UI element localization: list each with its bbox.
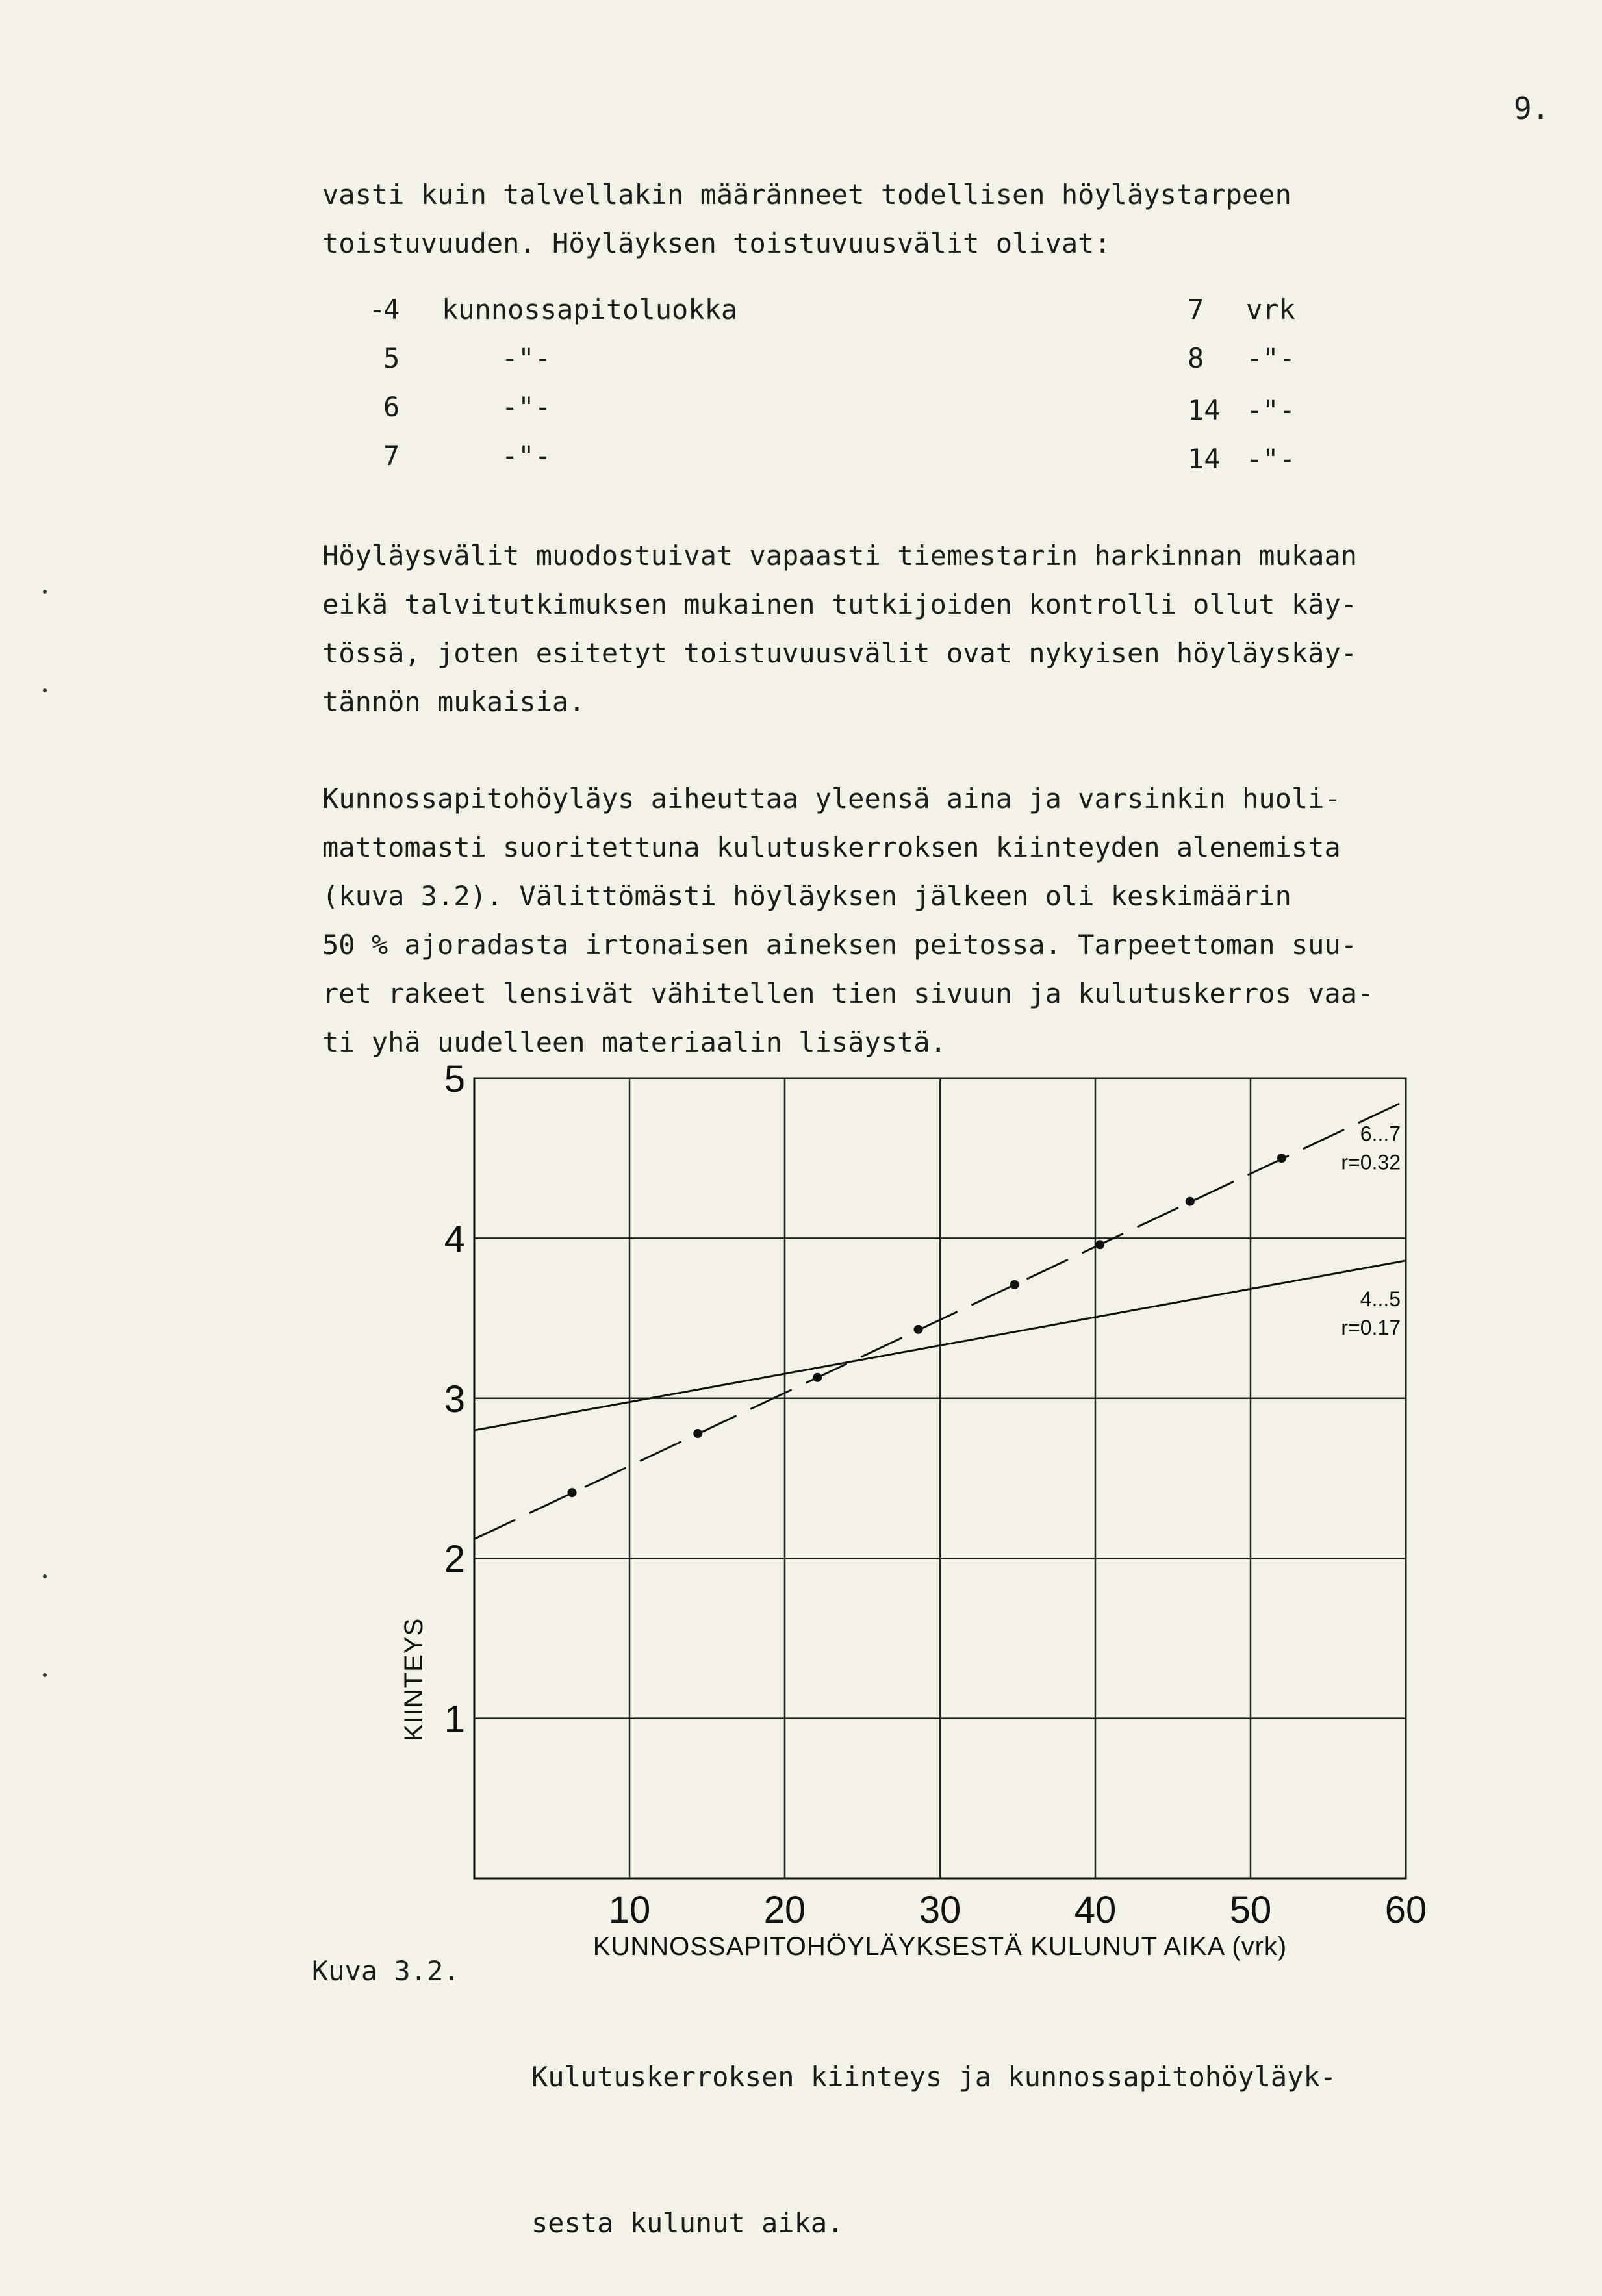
interval-row-4-unit: -"- <box>1246 443 1295 475</box>
series-point <box>813 1373 822 1382</box>
interval-row-2-days: 8 <box>1188 342 1204 374</box>
paragraph-3-line-1: Kunnossapitohöyläys aiheuttaa yleensä aina ja varsinkin huoli- <box>322 783 1341 814</box>
margin-speck <box>43 590 47 594</box>
paragraph-3-line-2: mattomasti suoritettuna kulutuskerroksen kiinteyden alenemista <box>322 831 1341 863</box>
paragraph-3-line-5: ret rakeet lensivät vähitellen tien sivuun ja kulutuskerros vaa- <box>322 978 1374 1009</box>
series-point <box>568 1488 577 1497</box>
paragraph-2-line-1: Höyläysvälit muodostuivat vapaasti tiemestarin harkinnan mukaan <box>322 540 1358 572</box>
paragraph-1-line-2: toistuvuuden. Höyläyksen toistuvuusvälit olivat: <box>322 227 1111 259</box>
interval-row-3-class: 6 <box>383 391 400 423</box>
interval-row-3-days: 14 <box>1188 394 1221 426</box>
series-point <box>1186 1197 1195 1206</box>
interval-row-2-unit: -"- <box>1246 342 1295 374</box>
interval-row-4-label: -"- <box>502 440 551 472</box>
paragraph-1-line-1: vasti kuin talvellakin määränneet todellisen höyläystarpeen <box>322 179 1291 210</box>
figure-caption-line-1: Kulutuskerroksen kiinteys ja kunnossapitohöyläyk- <box>531 2061 1337 2093</box>
paragraph-2-line-3: tössä, joten esitetyt toistuvuusvälit ovat nykyisen höyläyskäy- <box>322 637 1358 669</box>
interval-row-2-class: 5 <box>383 342 400 374</box>
interval-row-1-class: 4 <box>383 294 400 325</box>
y-tick-label: 3 <box>444 1378 465 1420</box>
paragraph-3-line-6: ti yhä uudelleen materiaalin lisäystä. <box>322 1026 947 1058</box>
x-tick-label: 60 <box>1384 1889 1427 1931</box>
y-axis-title: KIINTEYS <box>400 1617 428 1742</box>
series-point <box>914 1325 923 1334</box>
interval-row-2-label: -"- <box>502 342 551 374</box>
figure-caption-line-2: sesta kulunut aika. <box>531 2207 844 2239</box>
figure-caption-label: Kuva 3.2. <box>312 1955 460 1987</box>
series-label-2: 4...5 <box>1360 1287 1401 1311</box>
paragraph-2-line-2: eikä talvitutkimuksen mukainen tutkijoiden kontrolli ollut käy- <box>322 588 1358 620</box>
series-correlation-2: r=0.17 <box>1341 1315 1401 1339</box>
y-tick-label: 1 <box>444 1698 465 1741</box>
interval-list-dash: - <box>369 294 386 325</box>
x-tick-label: 50 <box>1229 1889 1272 1931</box>
series-label-1: 6...7 <box>1360 1122 1401 1146</box>
x-tick-label: 40 <box>1074 1889 1117 1931</box>
interval-row-1-label: kunnossapitoluokka <box>442 294 738 325</box>
margin-speck <box>43 688 47 692</box>
x-tick-label: 20 <box>763 1889 806 1931</box>
x-tick-label: 30 <box>919 1889 961 1931</box>
y-tick-label: 4 <box>444 1218 465 1261</box>
series-point <box>693 1429 702 1438</box>
paragraph-3-line-3: (kuva 3.2). Välittömästi höyläyksen jälkeen oli keskimäärin <box>322 880 1291 912</box>
figure-caption-text <box>531 1955 1336 2296</box>
interval-row-1-days: 7 <box>1188 294 1204 325</box>
page-number: 9. <box>1514 91 1550 126</box>
paragraph-3-line-4: 50 % ajoradasta irtonaisen aineksen peitossa. Tarpeettoman suu- <box>322 929 1358 961</box>
margin-speck <box>43 1574 47 1578</box>
interval-row-4-days: 14 <box>1188 443 1221 475</box>
series-correlation-1: r=0.32 <box>1341 1150 1401 1174</box>
y-tick-label: 5 <box>444 1065 465 1100</box>
series-point <box>1095 1240 1104 1249</box>
interval-row-4-class: 7 <box>383 440 400 472</box>
figure-3-2-chart <box>377 1065 1442 2065</box>
paragraph-2-line-4: tännön mukaisia. <box>322 686 585 718</box>
x-axis-title: KUNNOSSAPITOHÖYLÄYKSESTÄ KULUNUT AIKA (vrk) <box>592 1932 1288 1961</box>
series-point <box>1010 1280 1019 1289</box>
interval-row-3-unit: -"- <box>1246 394 1295 426</box>
x-tick-label: 10 <box>608 1889 651 1931</box>
interval-row-1-unit: vrk <box>1246 294 1295 325</box>
y-tick-label: 2 <box>444 1538 465 1581</box>
interval-row-3-label: -"- <box>502 391 551 423</box>
series-point <box>1277 1154 1286 1163</box>
margin-speck <box>43 1673 47 1677</box>
